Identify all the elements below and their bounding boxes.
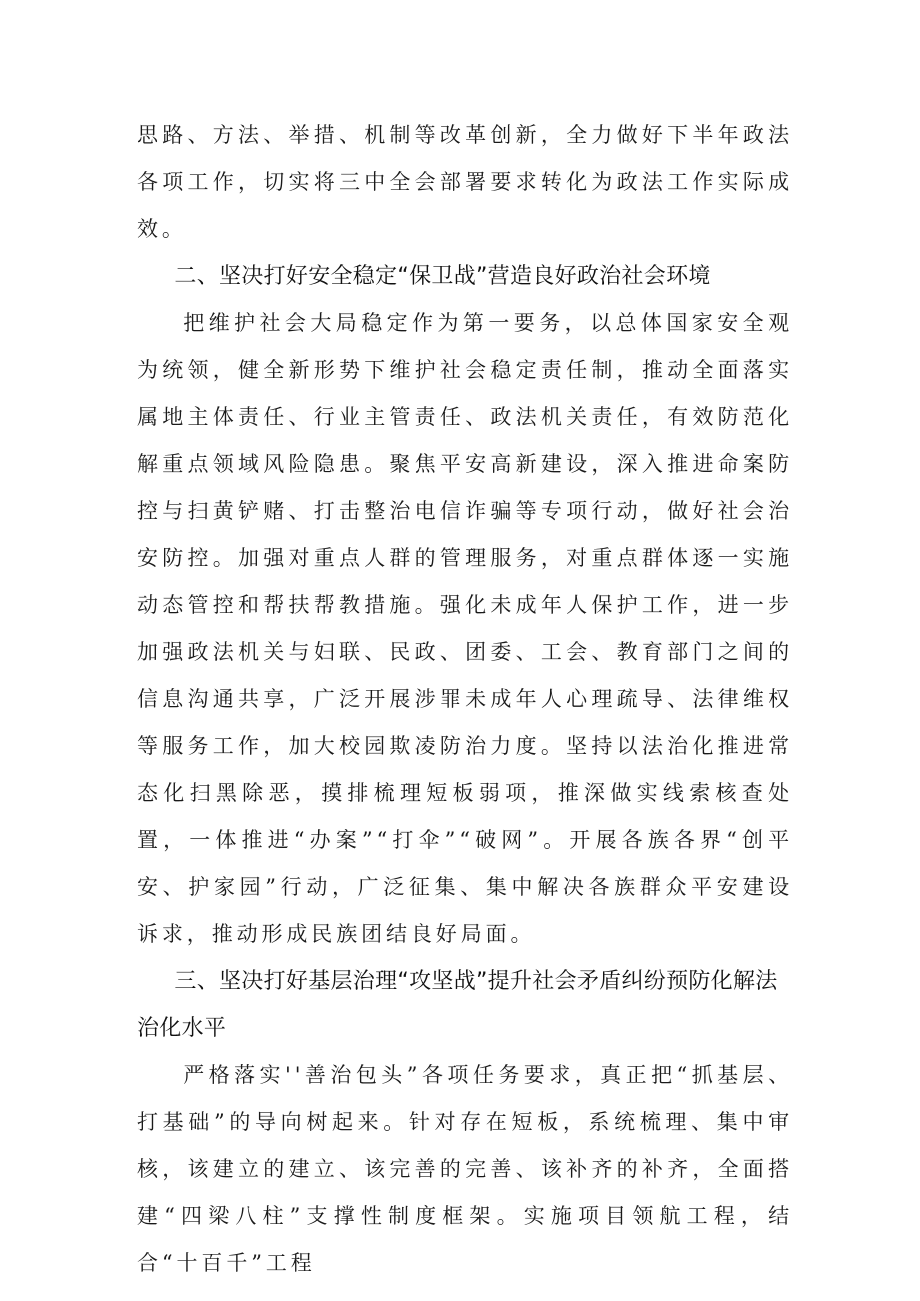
paragraph-section-3: 严格落实''善治包头”各项任务要求，真正把“抓基层、打基础”的导向树起来。针对存在短板，系统梳理、集中审核，该建立的建立、该完善的完善、该补齐的补齐，全面搭建“四梁八柱”支撑性制度框架。实施项目领航工程，结合“十百千”工程 xyxy=(137,1063,793,1275)
document-page xyxy=(137,112,793,1287)
section-heading-2: 二、坚决打好安全稳定“保卫战”营造良好政治社会环境 xyxy=(174,264,711,289)
section-heading-3: 三、坚决打好基层治理“攻坚战”提升社会矛盾纠纷预防化解法治化水平 xyxy=(137,969,778,1041)
paragraph-section-2: 把维护社会大局稳定作为第一要务，以总体国家安全观为统领，健全新形势下维护社会稳定责任制，推动全面落实属地主体责任、行业主管责任、政法机关责任，有效防范化解重点领域风险隐患。聚焦平安高新建设，深入推进命案防控与扫黄铲赌、打击整治电信诈骗等专项行动，做好社会治安防控。加强对重点人群的管理服务，对重点群体逐一实施动态管控和帮扶帮教措施。强化未成年人保护工作，进一步加强政法机关与妇联、民政、团委、工会、教育部门之间的信息沟通共享，广泛开展涉罪未成年人心理疏导、法律维权等服务工作，加大校园欺凌防治力度。坚持以法治化推进常态化扫黑除恶，摸排梳理短板弱项，推深做实线索核查处置，一体推进“办案”“打伞”“破网”。开展各族各界“创平安、护家园”行动，广泛征集、集中解决各族群众平安建设诉求，推动形成民族团结良好局面。 xyxy=(137,311,793,946)
paragraph-continued: 思路、方法、举措、机制等改革创新，全力做好下半年政法各项工作，切实将三中全会部署要求转化为政法工作实际成效。 xyxy=(137,123,793,241)
